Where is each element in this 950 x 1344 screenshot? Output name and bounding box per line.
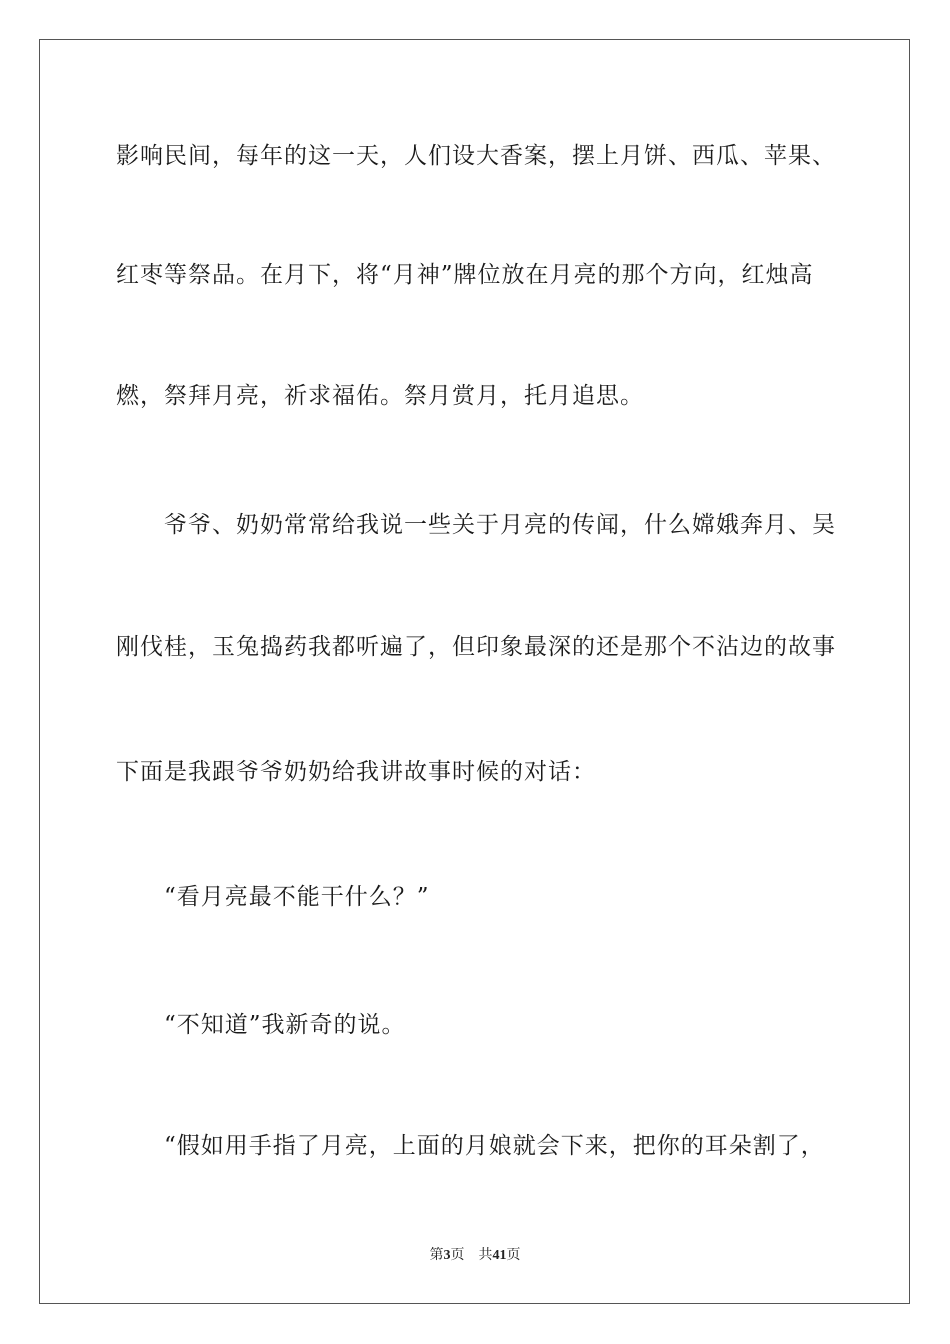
total-pages: 41 (492, 1248, 507, 1263)
dialogue-line-2: “不知道”我新奇的说。 (164, 1012, 406, 1038)
body-text-line-2: 红枣等祭品。在月下，将“月神”牌位放在月亮的那个方向，红烛高 (116, 262, 814, 288)
total-suffix: 页 (506, 1248, 521, 1263)
page-border (39, 39, 910, 1304)
body-text-line-3: 燃，祭拜月亮，祈求福佑。祭月赏月，托月追思。 (116, 383, 644, 409)
page-prefix: 第 (429, 1248, 444, 1263)
body-text-line-4: 爷爷、奶奶常常给我说一些关于月亮的传闻，什么嫦娥奔月、吴 (164, 512, 836, 538)
body-text-line-6: 下面是我跟爷爷奶奶给我讲故事时候的对话： (116, 759, 596, 785)
page-suffix: 页 (450, 1248, 465, 1263)
page-number: 3 (443, 1248, 451, 1263)
dialogue-line-1: “看月亮最不能干什么？” (164, 884, 430, 910)
total-prefix: 共 (478, 1248, 493, 1263)
page-footer (0, 1246, 950, 1266)
body-text-line-1: 影响民间，每年的这一天，人们设大香案，摆上月饼、西瓜、苹果、 (116, 143, 836, 169)
body-text-line-5: 刚伐桂，玉兔捣药我都听遍了，但印象最深的还是那个不沾边的故事 (116, 634, 836, 660)
dialogue-line-3: “假如用手指了月亮，上面的月娘就会下来，把你的耳朵割了， (164, 1133, 825, 1159)
